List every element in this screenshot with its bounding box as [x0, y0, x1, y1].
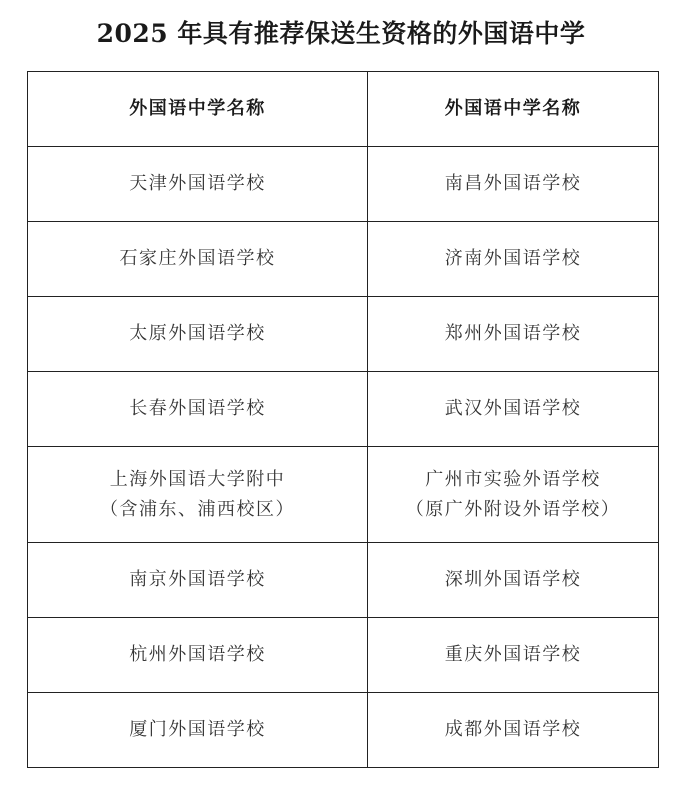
document-title: 2025 年具有推荐保送生资格的外国语中学 — [96, 19, 586, 48]
table-header-row — [28, 72, 659, 147]
table-cell — [28, 447, 368, 543]
table-row — [28, 543, 659, 618]
school-name: 武汉外国语学校 — [444, 398, 582, 419]
table-cell — [28, 543, 368, 618]
school-name: 南京外国语学校 — [129, 569, 266, 590]
table-row — [28, 447, 659, 543]
table-cell — [368, 618, 659, 693]
table-row — [28, 372, 659, 447]
school-name: 南昌外国语学校 — [444, 173, 582, 194]
table-row — [28, 297, 659, 372]
table-cell — [28, 693, 368, 768]
school-name: 天津外国语学校 — [129, 173, 266, 194]
school-name: 广州市实验外语学校 — [425, 468, 601, 490]
table-cell — [28, 222, 368, 297]
table-cell — [368, 147, 659, 222]
column-header-left: 外国语中学名称 — [28, 72, 368, 147]
school-name: 郑州外国语学校 — [444, 323, 582, 344]
table-cell — [368, 222, 659, 297]
school-name: 济南外国语学校 — [444, 248, 582, 269]
table-cell — [368, 447, 659, 543]
table-cell — [28, 147, 368, 222]
table-cell — [368, 543, 659, 618]
table-row — [28, 693, 659, 768]
school-name: 上海外国语大学附中 — [109, 468, 286, 490]
school-name: 重庆外国语学校 — [444, 644, 582, 665]
school-name: 杭州外国语学校 — [129, 644, 266, 665]
school-name: 厦门外国语学校 — [129, 719, 266, 740]
school-table — [27, 71, 659, 768]
table-cell — [28, 618, 368, 693]
table-cell — [28, 372, 368, 447]
school-name: 石家庄外国语学校 — [119, 248, 276, 269]
school-name: 成都外国语学校 — [444, 719, 582, 740]
school-note: （原广外附设外语学校） — [405, 498, 621, 520]
column-header-right: 外国语中学名称 — [368, 72, 659, 147]
table-cell — [28, 297, 368, 372]
table-row — [28, 618, 659, 693]
table-cell — [368, 372, 659, 447]
table-cell — [368, 693, 659, 768]
table-cell — [368, 297, 659, 372]
table-row — [28, 147, 659, 222]
school-name: 深圳外国语学校 — [444, 569, 582, 590]
school-name: 太原外国语学校 — [129, 323, 266, 344]
school-note: （含浦东、浦西校区） — [100, 498, 295, 520]
table-row — [28, 222, 659, 297]
school-name: 长春外国语学校 — [129, 398, 266, 419]
